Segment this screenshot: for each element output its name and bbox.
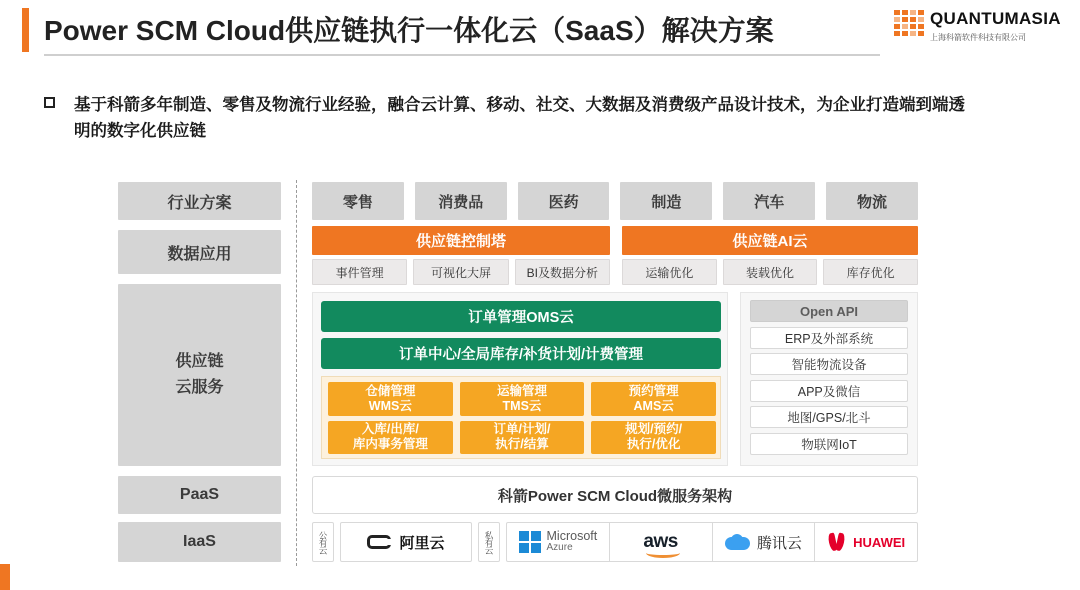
vendor-microsoft-azure [506,522,610,562]
ai-cloud-chips [622,259,918,285]
industry-pharma: 医药 [518,182,610,220]
bullet-text: 基于科箭多年制造、零售及物流行业经验，融合云计算、移动、社交、大数据及消费级产品设计技术，为企业打造端到端透明的数字化供应链 [74,96,965,140]
layer-data-applications: 数据应用 [118,230,281,274]
exec-planning-line2: 执行/优化 [626,437,681,452]
page-title: Power SCM Cloud供应链执行一体化云（SaaS）解决方案 [44,15,774,46]
exec-warehouse-line1: 入库/出库/ [361,422,419,437]
industry-retail: 零售 [312,182,404,220]
exec-warehouse-line2: 库内事务管理 [352,437,428,452]
exec-ams [591,382,716,416]
aws-smile-icon [646,548,680,558]
layer-paas: PaaS [118,476,281,514]
microsoft-azure-icon [519,531,541,553]
integration-iot: 物联网IoT [750,433,908,455]
green-order-center: 订单中心/全局库存/补货计划/计费管理 [321,338,721,369]
orange-banner-row [312,226,918,255]
architecture-diagram [118,180,918,568]
industry-logistics: 物流 [826,182,918,220]
exec-wms-line1: 仓储管理 [365,383,416,398]
logo-subtitle: 上海科箭软件科技有限公司 [930,33,1026,42]
banner-control-tower: 供应链控制塔 [312,226,610,255]
vendor-azure-label [547,530,598,554]
column-divider [296,180,297,566]
vendor-aws [610,522,713,562]
vendor-alibaba-cloud [340,522,472,562]
industry-row [312,182,918,220]
industry-automotive: 汽车 [723,182,815,220]
exec-tms-line1: 运输管理 [496,383,547,398]
slide-header [0,0,1080,62]
vendor-group [506,522,918,562]
iaas-public-cloud-label: 公有云 [312,522,334,562]
layer-supply-chain-cloud-services [118,284,281,466]
exec-planning-ops [591,421,716,455]
aws-icon [643,531,677,553]
logo-name: QUANTUMASIA [930,9,1061,28]
vendor-azure-line2: Azure [546,542,573,553]
layer-supply-line1: 供应链 [175,353,224,370]
iaas-private-cloud-label: 私有云 [478,522,500,562]
orange-chip-row [312,259,918,285]
header-divider [44,54,880,56]
banner-ai-cloud: 供应链AI云 [622,226,918,255]
chip-event-management: 事件管理 [312,259,407,285]
vendor-tencent-cloud [713,522,816,562]
exec-ams-line1: 预约管理 [628,383,679,398]
integration-erp: ERP及外部系统 [750,327,908,349]
chip-inventory-optimization: 库存优化 [823,259,918,285]
integration-panel [740,292,918,466]
core-services-panel [312,292,728,466]
industry-consumer-goods: 消费品 [415,182,507,220]
exec-warehouse-ops [328,421,453,455]
exec-wms [328,382,453,416]
integration-smart-logistics-equipment: 智能物流设备 [750,353,908,375]
bottom-accent-bar [0,564,10,590]
iaas-row [312,522,918,562]
exec-wms-line2: WMS云 [368,398,412,413]
integration-map-gps: 地图/GPS/北斗 [750,406,908,428]
vendor-huawei-label: HUAWEI [853,534,906,550]
control-tower-chips [312,259,610,285]
alibaba-cloud-icon [367,532,393,552]
vendor-aws-label: aws [643,531,678,552]
exec-order-line2: 执行/结算 [495,437,549,452]
bullet-square-icon [44,97,55,108]
layer-industry-solutions: 行业方案 [118,182,281,220]
paas-microservice-bar: 科箭Power SCM Cloud微服务架构 [312,476,918,514]
logo-dots-icon [894,10,924,36]
layer-supply-line2: 云服务 [175,379,224,396]
exec-tms-line2: TMS云 [502,398,542,413]
exec-order-line1: 订单/计划/ [493,422,551,437]
vendor-huawei [815,522,918,562]
layer-iaas: IaaS [118,522,281,562]
industry-manufacturing: 制造 [620,182,712,220]
exec-planning-line1: 规划/预约/ [625,422,683,437]
chip-bi-analytics: BI及数据分析 [515,259,610,285]
execution-panel [321,376,721,459]
exec-tms [460,382,585,416]
vendor-alibaba-label: 阿里云 [399,534,445,552]
green-oms-cloud: 订单管理OMS云 [321,301,721,332]
vendor-azure-line1: Microsoft [546,529,598,543]
company-logo [894,8,1061,52]
tencent-cloud-icon [725,534,751,551]
integration-open-api: Open API [750,300,908,322]
chip-visualization-dashboard: 可视化大屏 [413,259,508,285]
huawei-icon [827,532,847,552]
exec-ams-line2: AMS云 [633,398,674,413]
chip-loading-optimization: 装载优化 [723,259,818,285]
integration-app-wechat: APP及微信 [750,380,908,402]
exec-order-ops [460,421,585,455]
execution-grid [328,382,716,454]
header-accent-bar [22,8,29,52]
vendor-tencent-label: 腾讯云 [756,534,802,552]
chip-transport-optimization: 运输优化 [622,259,717,285]
